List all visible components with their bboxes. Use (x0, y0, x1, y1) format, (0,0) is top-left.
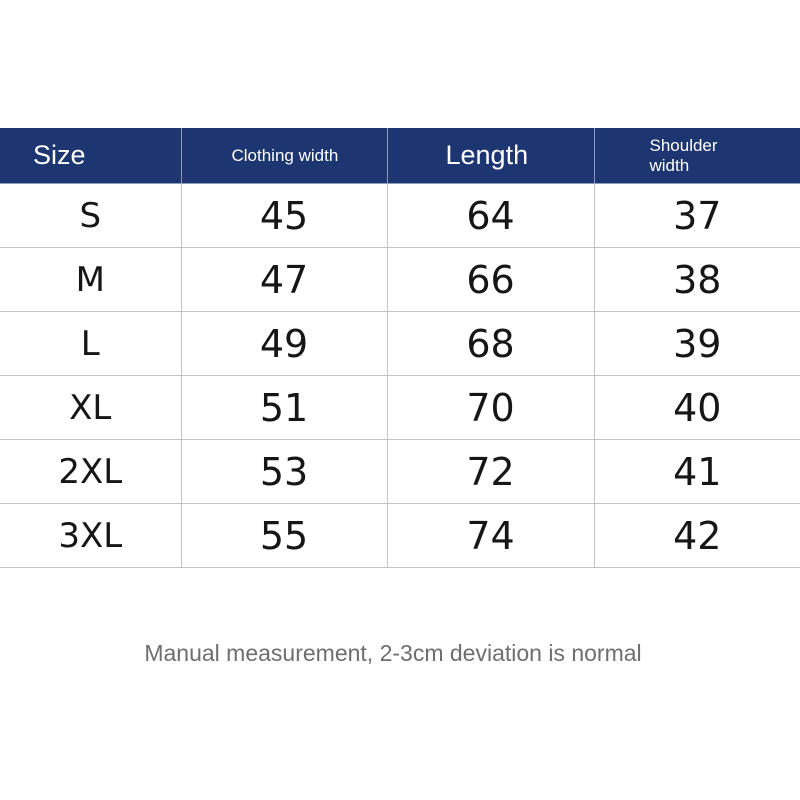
cell-length: 66 (387, 248, 594, 312)
cell-shoulder-width: 39 (594, 312, 800, 376)
cell-clothing-width: 45 (181, 184, 387, 248)
header-row (0, 128, 800, 184)
cell-length: 74 (387, 504, 594, 568)
header-size (0, 128, 181, 184)
cell-size: L (0, 312, 181, 376)
header-shoulder-width-label: Shoulder width (649, 135, 718, 175)
cell-clothing-width: 47 (181, 248, 387, 312)
cell-clothing-width: 55 (181, 504, 387, 568)
cell-length: 72 (387, 440, 594, 504)
cell-clothing-width: 53 (181, 440, 387, 504)
header-clothing-width (181, 128, 387, 184)
table-row (0, 440, 800, 504)
cell-size: XL (0, 376, 181, 440)
cell-shoulder-width: 40 (594, 376, 800, 440)
header-length (387, 128, 594, 184)
cell-clothing-width: 51 (181, 376, 387, 440)
measurement-note: Manual measurement, 2-3cm deviation is normal (144, 640, 642, 666)
cell-shoulder-width: 41 (594, 440, 800, 504)
table-row (0, 184, 800, 248)
cell-length: 70 (387, 376, 594, 440)
table-row (0, 376, 800, 440)
cell-shoulder-width: 42 (594, 504, 800, 568)
header-shoulder-width (594, 128, 800, 184)
cell-length: 64 (387, 184, 594, 248)
table-row (0, 248, 800, 312)
cell-length: 68 (387, 312, 594, 376)
cell-shoulder-width: 38 (594, 248, 800, 312)
size-chart-header (0, 128, 800, 184)
header-length-label: Length (445, 140, 529, 170)
size-chart-table (0, 128, 800, 568)
table-row (0, 504, 800, 568)
cell-size: 3XL (0, 504, 181, 568)
cell-size: S (0, 184, 181, 248)
header-clothing-width-label: Clothing width (231, 145, 339, 165)
cell-shoulder-width: 37 (594, 184, 800, 248)
cell-clothing-width: 49 (181, 312, 387, 376)
header-size-label: Size (33, 140, 86, 170)
table-row (0, 312, 800, 376)
size-chart-body (0, 184, 800, 568)
cell-size: 2XL (0, 440, 181, 504)
cell-size: M (0, 248, 181, 312)
